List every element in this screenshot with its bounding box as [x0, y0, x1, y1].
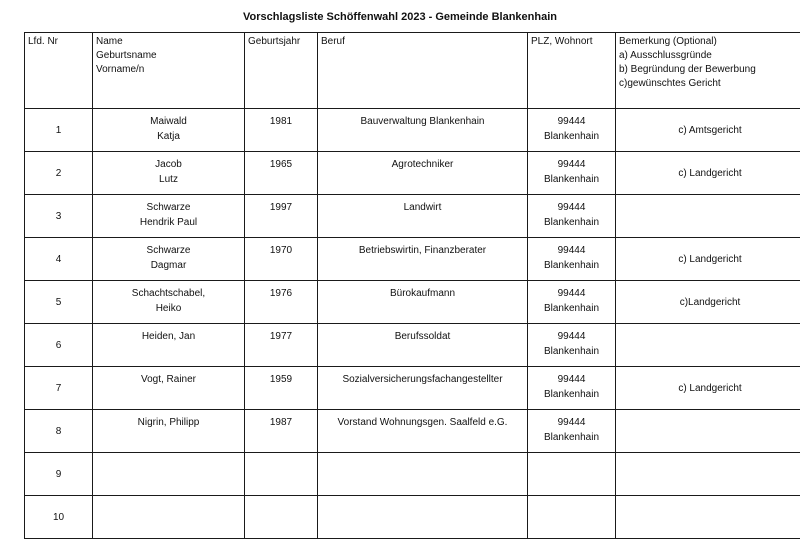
row-number: 6	[25, 324, 93, 367]
remark	[616, 453, 800, 496]
table-row	[25, 109, 800, 152]
remark	[616, 496, 800, 539]
person-name-line: Schachtschabel,	[93, 286, 244, 301]
header-remark-line: a) Ausschlussgründe	[619, 49, 800, 63]
table-row	[25, 152, 800, 195]
postal-place	[528, 195, 616, 238]
postal-place	[528, 109, 616, 152]
row-number: 4	[25, 238, 93, 281]
table-row	[25, 195, 800, 238]
person-name-line: Schwarze	[93, 243, 244, 258]
person-name-line: Katja	[93, 129, 244, 144]
postal-place	[528, 281, 616, 324]
occupation: Vorstand Wohnungsgen. Saalfeld e.G.	[318, 410, 528, 453]
person-name-line: Schwarze	[93, 200, 244, 215]
header-name	[93, 33, 245, 109]
person-name	[93, 195, 245, 238]
row-number: 7	[25, 367, 93, 410]
postal-place	[528, 410, 616, 453]
remark: c) Landgericht	[616, 238, 800, 281]
person-name-line: Nigrin, Philipp	[93, 415, 244, 430]
birth-year	[245, 496, 318, 539]
header-remark-line: c)gewünschtes Gericht	[619, 77, 800, 91]
person-name-line: Jacob	[93, 157, 244, 172]
postal-place	[528, 324, 616, 367]
remark: c) Landgericht	[616, 152, 800, 195]
postal-place-line: Blankenhain	[528, 129, 615, 144]
table-row	[25, 453, 800, 496]
postal-place-line: Blankenhain	[528, 215, 615, 230]
table-row	[25, 324, 800, 367]
postal-place-line: 99444	[528, 114, 615, 129]
postal-place	[528, 453, 616, 496]
person-name	[93, 410, 245, 453]
person-name	[93, 453, 245, 496]
postal-place-line: 99444	[528, 372, 615, 387]
person-name-line: Lutz	[93, 172, 244, 187]
birth-year	[245, 453, 318, 496]
birth-year: 1981	[245, 109, 318, 152]
remark: c) Landgericht	[616, 367, 800, 410]
row-number: 9	[25, 453, 93, 496]
header-place: PLZ, Wohnort	[528, 33, 616, 109]
header-job: Beruf	[318, 33, 528, 109]
remark: c)Landgericht	[616, 281, 800, 324]
person-name	[93, 496, 245, 539]
row-number: 3	[25, 195, 93, 238]
occupation	[318, 453, 528, 496]
person-name-line: Heiko	[93, 301, 244, 316]
nomination-table	[24, 32, 800, 539]
header-name-line: Name	[96, 35, 242, 49]
postal-place-line: Blankenhain	[528, 301, 615, 316]
occupation: Agrotechniker	[318, 152, 528, 195]
birth-year: 1970	[245, 238, 318, 281]
postal-place-line: Blankenhain	[528, 387, 615, 402]
occupation: Bauverwaltung Blankenhain	[318, 109, 528, 152]
table-row	[25, 367, 800, 410]
row-number: 1	[25, 109, 93, 152]
table-header-row	[25, 33, 800, 109]
person-name	[93, 324, 245, 367]
postal-place-line: 99444	[528, 286, 615, 301]
remark	[616, 410, 800, 453]
person-name	[93, 281, 245, 324]
row-number: 5	[25, 281, 93, 324]
remark: c) Amtsgericht	[616, 109, 800, 152]
header-nr: Lfd. Nr	[25, 33, 93, 109]
occupation: Sozialversicherungsfachangestellter	[318, 367, 528, 410]
occupation	[318, 496, 528, 539]
person-name	[93, 152, 245, 195]
occupation: Landwirt	[318, 195, 528, 238]
birth-year: 1987	[245, 410, 318, 453]
table-row	[25, 238, 800, 281]
header-remark	[616, 33, 800, 109]
postal-place	[528, 367, 616, 410]
postal-place-line: 99444	[528, 243, 615, 258]
postal-place-line: Blankenhain	[528, 344, 615, 359]
row-number: 10	[25, 496, 93, 539]
document-title: Vorschlagsliste Schöffenwahl 2023 - Gemeinde Blankenhain	[0, 11, 800, 23]
header-remark-line: Bemerkung (Optional)	[619, 35, 800, 49]
header-name-line: Vorname/n	[96, 63, 242, 77]
person-name	[93, 238, 245, 281]
birth-year: 1965	[245, 152, 318, 195]
person-name	[93, 367, 245, 410]
header-remark-line: b) Begründung der Bewerbung	[619, 63, 800, 77]
postal-place	[528, 238, 616, 281]
remark	[616, 324, 800, 367]
table-row	[25, 281, 800, 324]
postal-place-line: 99444	[528, 329, 615, 344]
postal-place	[528, 152, 616, 195]
postal-place-line: 99444	[528, 415, 615, 430]
postal-place-line: 99444	[528, 157, 615, 172]
table-row	[25, 496, 800, 539]
birth-year: 1997	[245, 195, 318, 238]
postal-place-line: Blankenhain	[528, 172, 615, 187]
remark	[616, 195, 800, 238]
person-name-line: Vogt, Rainer	[93, 372, 244, 387]
header-name-line: Geburtsname	[96, 49, 242, 63]
postal-place-line: Blankenhain	[528, 258, 615, 273]
row-number: 8	[25, 410, 93, 453]
birth-year: 1976	[245, 281, 318, 324]
person-name-line: Maiwald	[93, 114, 244, 129]
birth-year: 1977	[245, 324, 318, 367]
postal-place-line: Blankenhain	[528, 430, 615, 445]
birth-year: 1959	[245, 367, 318, 410]
person-name-line: Dagmar	[93, 258, 244, 273]
person-name-line: Hendrik Paul	[93, 215, 244, 230]
person-name-line: Heiden, Jan	[93, 329, 244, 344]
header-year: Geburtsjahr	[245, 33, 318, 109]
table-row	[25, 410, 800, 453]
occupation: Bürokaufmann	[318, 281, 528, 324]
table-body	[25, 109, 800, 539]
occupation: Betriebswirtin, Finanzberater	[318, 238, 528, 281]
occupation: Berufssoldat	[318, 324, 528, 367]
postal-place	[528, 496, 616, 539]
row-number: 2	[25, 152, 93, 195]
postal-place-line: 99444	[528, 200, 615, 215]
person-name	[93, 109, 245, 152]
